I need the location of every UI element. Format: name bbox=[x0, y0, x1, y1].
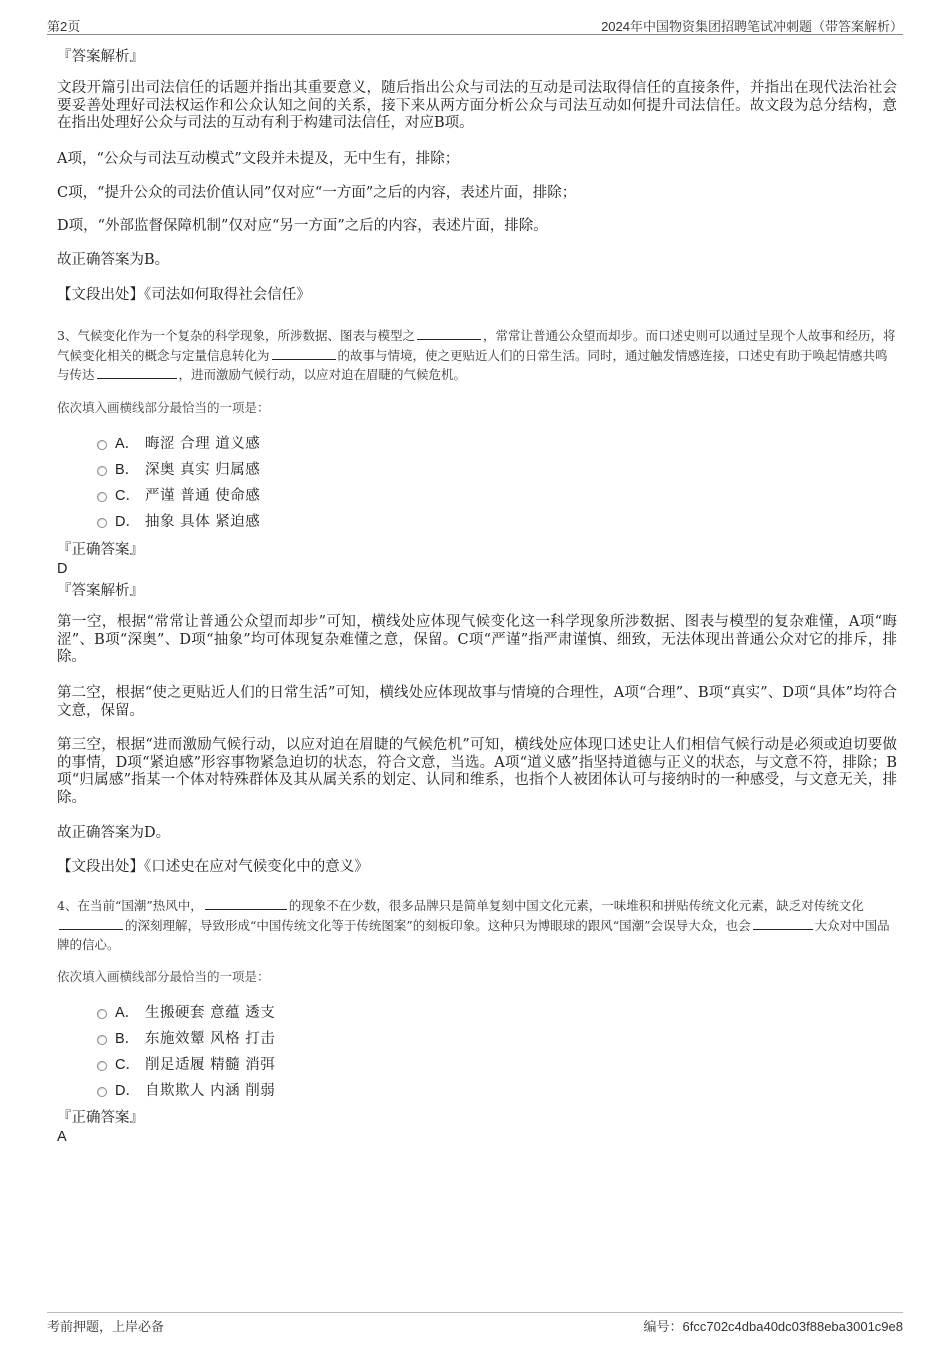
footer-serial: 编号：6fcc702c4dba40dc03f88eba3001c9e8 bbox=[643, 1319, 903, 1334]
q3-analysis-para-4: 故正确答案为D。 bbox=[57, 825, 171, 841]
q3-blank-1 bbox=[417, 326, 481, 340]
q2-analysis-para-4: D项，“外部监督保障机制”仅对应“另一方面”之后的内容，表述片面，排除。 bbox=[57, 218, 548, 234]
q2-analysis-para-3: C项，“提升公众的司法价值认同”仅对应“一方面”之后的内容，表述片面，排除； bbox=[57, 185, 577, 201]
q2-analysis-para-1: 文段开篇引出司法信任的话题并指出其重要意义，随后指出公众与司法的互动是司法取得信任的直接条件，并指出在现代法治社会要妥善处理好司法权运作和公众认知之间的关系，接下来从两方面分析公众与司法互动如何提升司法信任。故文段为总分结构，意在指出处理好公众与司法的互动有利于构建司法信任，对应B项。 bbox=[57, 80, 897, 132]
q4-blank-1 bbox=[205, 896, 287, 910]
q3-analysis-para-2: 第二空，根据“使之更贴近人们的日常生活”可知，横线处应体现故事与情境的合理性，A项“合理”、B项“真实”、D项“具体”均符合文意，保留。 bbox=[57, 685, 897, 719]
page-footer bbox=[47, 1312, 903, 1337]
radio-icon[interactable] bbox=[97, 518, 107, 528]
page-header bbox=[47, 14, 903, 35]
q4-blank-2 bbox=[59, 916, 123, 930]
q4-answer-label: 『正确答案』 bbox=[57, 1110, 144, 1126]
q3-answer-label: 『正确答案』 bbox=[57, 542, 144, 558]
radio-icon[interactable] bbox=[97, 492, 107, 502]
q3-source: 【文段出处】《口述史在应对气候变化中的意义》 bbox=[57, 859, 369, 875]
footer-slogan: 考前押题，上岸必备 bbox=[47, 1319, 165, 1334]
q2-analysis-para-5: 故正确答案为B。 bbox=[57, 252, 170, 268]
radio-icon[interactable] bbox=[97, 1035, 107, 1045]
q3-prompt: 依次填入画横线部分最恰当的一项是： bbox=[57, 400, 270, 415]
q4-stem: 4、在当前“国潮”热风中， 的现象不在少数，很多品牌只是简单复刻中国文化元素，一味堆积和拼贴传统文化元素，缺乏对传统文化的深刻理解，导致形成“中国传统文化等于传统图案”的刻板印象。这种只为博眼球的跟风“国潮”会误导大众，也会 大众对中国品牌的信心。 bbox=[57, 898, 890, 952]
q4-blank-3 bbox=[753, 916, 813, 930]
q3-answer: D bbox=[57, 561, 68, 577]
q2-analysis-label: 『答案解析』 bbox=[57, 49, 144, 65]
radio-icon[interactable] bbox=[97, 466, 107, 476]
q3-analysis-para-1: 第一空，根据“常常让普通公众望而却步”可知，横线处应体现气候变化这一科学现象所涉数据、图表与模型的复杂难懂，A项“晦涩”、B项“深奥”、D项“抽象”均可体现复杂难懂之意，保留。C项“严谨”指严肃谨慎、细致，无法体现出普通公众对它的排斥，排除。 bbox=[57, 614, 897, 666]
radio-icon[interactable] bbox=[97, 1087, 107, 1097]
q3-analysis-label: 『答案解析』 bbox=[57, 583, 144, 599]
radio-icon[interactable] bbox=[97, 440, 107, 450]
page-number: 第2页 bbox=[47, 19, 81, 34]
q3-analysis-para-3: 第三空，根据“进而激励气候行动，以应对迫在眉睫的气候危机”可知，横线处应体现口述史让人们相信气候行动是必须或迫切要做的事情，D项“紧迫感”形容事物紧急迫切的状态，符合文意，当选。A项“道义感”指坚持道德与正义的状态，与文意不符，排除；B项“归属感”指某一个体对特殊群体及其从属关系的划定、认同和维系，也指个人被团体认可与接纳时的一种感受，与文意无关，排除。 bbox=[57, 737, 897, 806]
q2-source: 【文段出处】《司法如何取得社会信任》 bbox=[57, 287, 311, 303]
q4-prompt: 依次填入画横线部分最恰当的一项是： bbox=[57, 969, 270, 984]
radio-icon[interactable] bbox=[97, 1061, 107, 1071]
q4-answer: A bbox=[57, 1129, 67, 1145]
q3-blank-3 bbox=[97, 365, 177, 379]
q3-stem: 3、气候变化作为一个复杂的科学现象，所涉数据、图表与模型之 ，常常让普通公众望而却步。而口述史则可以通过呈现个人故事和经历，将气候变化相关的概念与定量信息转化为 的故事与情境，使之更贴近人们的日常生活。同时，通过触发情感连接，口述史有助于唤起情感共鸣与传达 ，进而激励气候行动，以应对迫在眉睫的气候危机。 bbox=[57, 328, 896, 382]
q3-blank-2 bbox=[272, 346, 336, 360]
document-title: 2024年中国物资集团招聘笔试冲刺题（带答案解析） bbox=[601, 19, 903, 34]
q2-analysis-para-2: A项，“公众与司法互动模式”文段并未提及，无中生有，排除； bbox=[57, 151, 460, 167]
radio-icon[interactable] bbox=[97, 1009, 107, 1019]
